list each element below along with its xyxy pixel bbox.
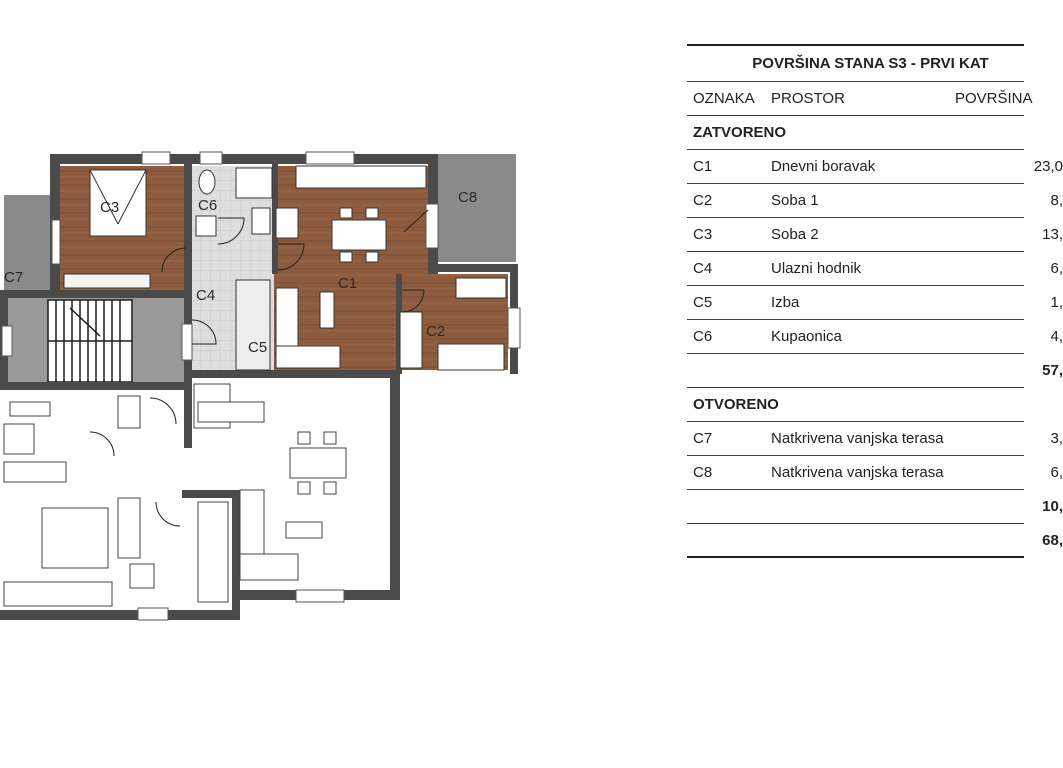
section-title-otvoreno: OTVORENO <box>687 388 1024 422</box>
label-c5: C5 <box>248 339 268 356</box>
table-row <box>687 184 1063 218</box>
floor-plan-drawing <box>0 140 530 630</box>
row-code: C2 <box>693 192 713 209</box>
label-c7: C7 <box>4 269 24 286</box>
table-row <box>687 320 1063 354</box>
subtotal-area: 10, <box>1042 498 1063 515</box>
subtotal-row-zatvoreno <box>687 354 1063 388</box>
row-name: Soba 2 <box>771 226 819 243</box>
label-c2: C2 <box>426 323 446 340</box>
table-row <box>687 422 1063 456</box>
table-row <box>687 150 1063 184</box>
subtotal-row-otvoreno <box>687 490 1063 524</box>
terrace-c8 <box>438 154 516 262</box>
label-c4: C4 <box>196 287 216 304</box>
total-area: 68, <box>1042 532 1063 549</box>
section-title-zatvoreno: ZATVORENO <box>687 116 1024 150</box>
row-name: Ulazni hodnik <box>771 260 862 277</box>
row-area: 13, <box>1042 226 1063 243</box>
row-code: C6 <box>693 328 713 345</box>
header-name: PROSTOR <box>771 90 845 107</box>
table-header-row <box>687 82 1033 116</box>
label-c6: C6 <box>198 197 218 214</box>
row-area: 4, <box>1050 328 1063 345</box>
row-code: C3 <box>693 226 713 243</box>
row-code: C8 <box>693 464 713 481</box>
floor-plan <box>0 140 530 630</box>
row-name: Natkrivena vanjska terasa <box>771 430 944 447</box>
row-area: 1, <box>1050 294 1063 311</box>
row-name: Soba 1 <box>771 192 819 209</box>
label-c8: C8 <box>458 189 478 206</box>
header-code: OZNAKA <box>693 90 755 107</box>
row-area: 6, <box>1050 464 1063 481</box>
table-row <box>687 252 1063 286</box>
row-area: 23,0 <box>1033 158 1063 175</box>
table-row <box>687 286 1063 320</box>
row-code: C4 <box>693 260 713 277</box>
row-code: C7 <box>693 430 713 447</box>
row-name: Kupaonica <box>771 328 842 345</box>
table-row <box>687 456 1063 490</box>
subtotal-area: 57, <box>1042 362 1063 379</box>
table-row <box>687 218 1063 252</box>
row-area: 6, <box>1050 260 1063 277</box>
stairs <box>48 300 132 382</box>
header-area: POVRŠINA <box>955 90 1033 107</box>
row-name: Dnevni boravak <box>771 158 876 175</box>
area-table <box>687 44 1063 558</box>
total-row <box>687 524 1063 558</box>
table-title: POVRŠINA STANA S3 - PRVI KAT <box>687 46 1024 82</box>
row-code: C1 <box>693 158 713 175</box>
row-name: Natkrivena vanjska terasa <box>771 464 944 481</box>
row-area: 3, <box>1050 430 1063 447</box>
storage-c5 <box>236 280 270 370</box>
label-c3: C3 <box>100 199 120 216</box>
wardrobe-c3 <box>64 274 150 288</box>
row-area: 8, <box>1050 192 1063 209</box>
row-name: Izba <box>771 294 800 311</box>
label-c1: C1 <box>338 275 358 292</box>
row-code: C5 <box>693 294 713 311</box>
